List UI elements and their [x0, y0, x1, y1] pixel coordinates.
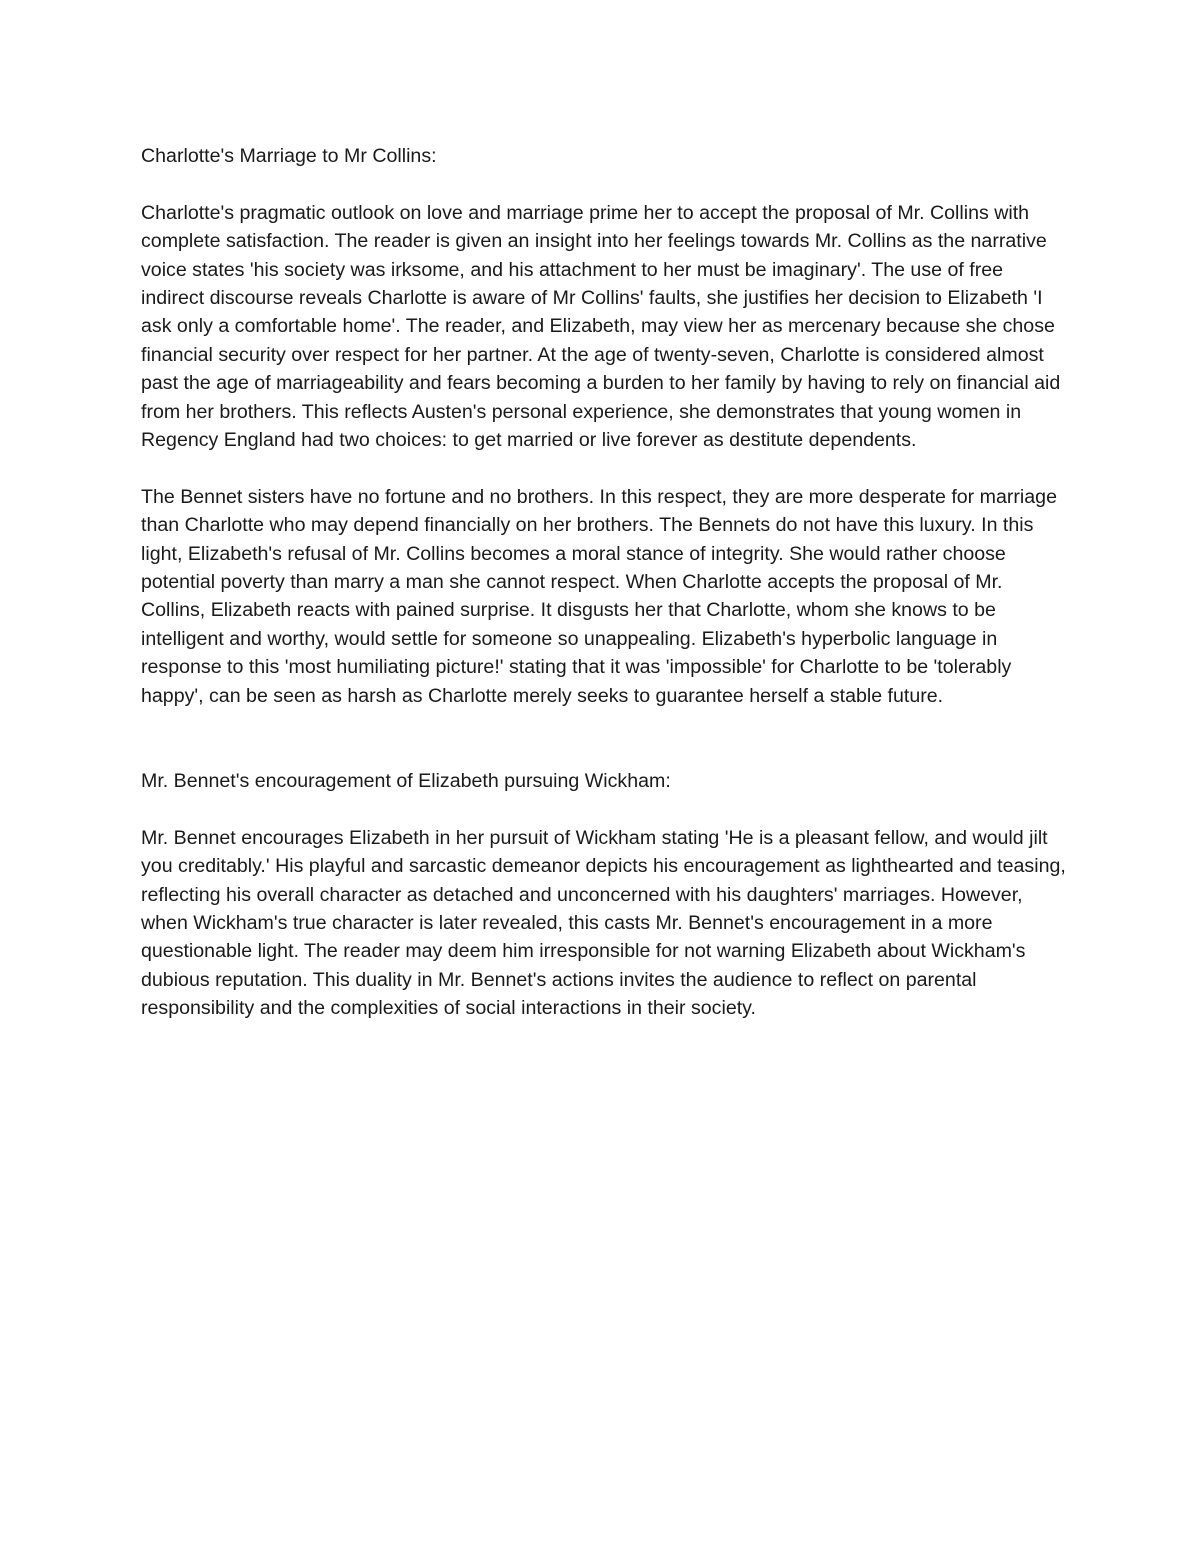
paragraph-bennet-sisters: The Bennet sisters have no fortune and no brothers. In this respect, they are more desperate for marriage than Charlotte who may depend financially on her brothers. The Bennets do not have this luxury. In this light, Elizabeth's refusal of Mr. Collins becomes a moral stance of integrity. She would rather choose potential poverty than marry a man she cannot respect. When Charlotte accepts the proposal of Mr. Collins, Elizabeth reacts with pained surprise. It disgusts her that Charlotte, whom she knows to be intelligent and worthy, would settle for someone so unappealing. Elizabeth's hyperbolic language in response to this 'most humiliating picture!' stating that it was 'impossible' for Charlotte to be 'tolerably happy', can be seen as harsh as Charlotte merely seeks to guarantee herself a stable future.: [141, 485, 1057, 707]
spacer: [141, 454, 1066, 482]
paragraph-charlotte-pragmatic-outlook: Charlotte's pragmatic outlook on love and marriage prime her to accept the proposal of Mr. Collins with complete satisfaction. The reader is given an insight into her feelings towards Mr. Collins as the narrative voice states 'his society was irksome, and his attachment to her must be imaginary'. The use of free indirect discourse reveals Charlotte is aware of Mr Collins' faults, she justifies her decision to Elizabeth 'I ask only a comfortable home'. The reader, and Elizabeth, may view her as mercenary because she chose financial security over respect for her partner. At the age of twenty-seven, Charlotte is considered almost past the age of marriageability and fears becoming a burden to her family by having to rely on financial aid from her brothers. This reflects Austen's personal experience, she demonstrates that young women in Regency England had two choices: to get married or live forever as destitute dependents.: [141, 201, 1061, 452]
spacer: [141, 710, 1066, 767]
section-heading-mr-bennet-encouragement: Mr. Bennet's encouragement of Elizabeth pursuing Wickham:: [141, 769, 671, 792]
document-body: [141, 142, 1066, 1023]
paragraph-mr-bennet-wickham: Mr. Bennet encourages Elizabeth in her pursuit of Wickham stating 'He is a pleasant fellow, and would jilt you creditably.' His playful and sarcastic demeanor depicts his encouragement as lighthearted and teasing, reflecting his overall character as detached and unconcerned with his daughters' marriages. However, when Wickham's true character is later revealed, this casts Mr. Bennet's encouragement in a more questionable light. The reader may deem him irresponsible for not warning Elizabeth about Wickham's dubious reputation. This duality in Mr. Bennet's actions invites the audience to reflect on parental responsibility and the complexities of social interactions in their society.: [141, 826, 1066, 1020]
spacer: [141, 795, 1066, 823]
spacer: [141, 170, 1066, 198]
section-heading-charlotte-marriage: Charlotte's Marriage to Mr Collins:: [141, 145, 437, 167]
